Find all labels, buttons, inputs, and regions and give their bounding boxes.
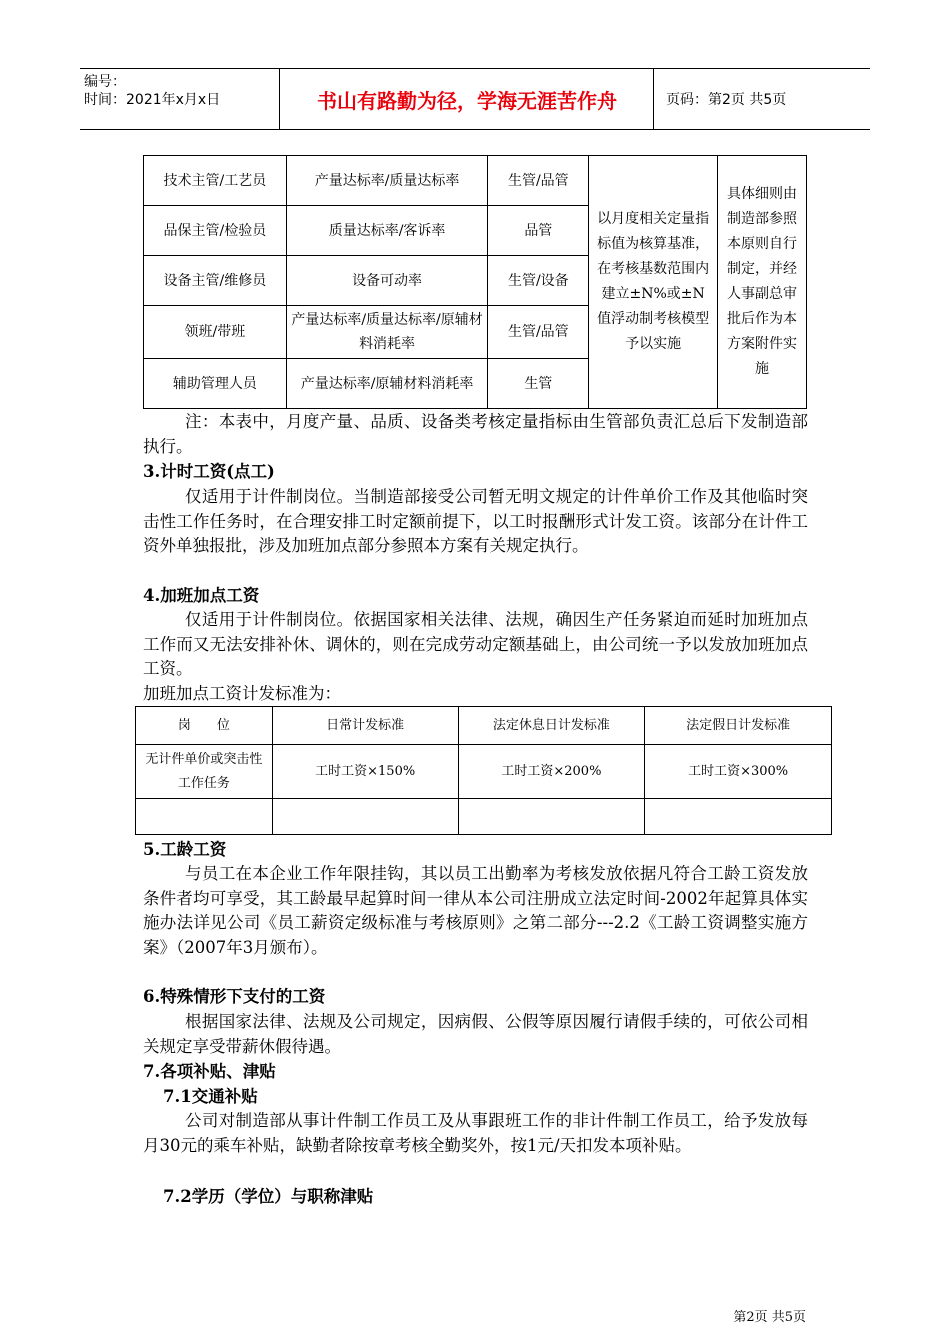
- cell: [136, 799, 273, 835]
- section-5-title: 5.工龄工资: [143, 840, 227, 859]
- section-7-2-title: 7.2学历（学位）与职称津贴: [163, 1187, 374, 1206]
- cell: [645, 799, 832, 835]
- dept-cell: 生管: [488, 359, 589, 409]
- role-cell: 品保主管/检验员: [144, 206, 287, 256]
- section-4-standard-label: 加班加点工资计发标准为：: [143, 684, 341, 703]
- table-note: 注：本表中，月度产量、品质、设备类考核定量指标由生管部负责汇总后下发制造部执行。: [143, 412, 808, 456]
- cell: 工时工资×200%: [458, 745, 645, 799]
- header-page-label: 页码：第2页 共5页: [666, 92, 787, 108]
- cell: [272, 799, 458, 835]
- table-header-row: [136, 707, 832, 745]
- rule-cell: 具体细则由制造部参照本原则自行制定，并经人事副总审批后作为本方案附件实施: [718, 156, 807, 409]
- section-4-title: 4.加班加点工资: [143, 586, 260, 605]
- section-7-1-body: 公司对制造部从事计件制工作员工及从事跟班工作的非计件制工作员工，给予发放每月30元的乘车补贴，缺勤者除按章考核全勤奖外，按1元/天扣发本项补贴。: [143, 1111, 808, 1155]
- section-5-body: 与员工在本企业工作年限挂钩，其以员工出勤率为考核发放依据凡符合工龄工资发放条件者均可享受，其工龄最早起算时间一律从本公司注册成立法定时间-2002年起算具体实施办法详见公司《员工薪资定级标准与考核原则》之第二部分---2.2《工龄工资调整实施方案》（2007年3月颁布）。: [143, 864, 808, 957]
- metric-cell: 产量达标率/质量达标率: [286, 156, 488, 206]
- role-cell: 辅助管理人员: [144, 359, 287, 409]
- header-cell: 日常计发标准: [272, 707, 458, 745]
- dept-cell: 生管/品管: [488, 306, 589, 359]
- cell: [458, 799, 645, 835]
- role-cell: 设备主管/维修员: [144, 256, 287, 306]
- cell: 工时工资×150%: [272, 745, 458, 799]
- cell: 无计件单价或突击性工作任务: [136, 745, 273, 799]
- header-cell: 法定休息日计发标准: [458, 707, 645, 745]
- header-cell: 岗 位: [136, 707, 273, 745]
- section-7-title: 7.各项补贴、津贴: [143, 1062, 276, 1081]
- role-cell: 技术主管/工艺员: [144, 156, 287, 206]
- metric-cell: 产量达标率/质量达标率/原辅材料消耗率: [286, 306, 488, 359]
- dept-cell: 生管/品管: [488, 156, 589, 206]
- dept-cell: 品管: [488, 206, 589, 256]
- page-footer: 第2页 共5页: [733, 1310, 806, 1325]
- header-motto: 书山有路勤为径，学海无涯苦作舟: [281, 69, 654, 129]
- header-cell: 法定假日计发标准: [645, 707, 832, 745]
- section-6-title: 6.特殊情形下支付的工资: [143, 987, 326, 1006]
- doc-number-label: 编号：: [84, 74, 126, 90]
- section-7-1-title: 7.1交通补贴: [163, 1087, 258, 1106]
- cell: 工时工资×300%: [645, 745, 832, 799]
- section-4-body: 仅适用于计件制岗位。依据国家相关法律、法规，确因生产任务紧迫而延时加班加点工作而又无法安排补休、调休的，则在完成劳动定额基础上，由公司统一予以发放加班加点工资。: [143, 610, 808, 678]
- metric-cell: 产量达标率/原辅材料消耗率: [286, 359, 488, 409]
- doc-time-label: 时间：2021年x月x日: [84, 92, 221, 108]
- metric-cell: 设备可动率: [286, 256, 488, 306]
- assessment-table: [143, 155, 807, 409]
- section-3-title: 3.计时工资(点工): [143, 462, 275, 481]
- header-meta: [80, 69, 280, 129]
- page-header: [80, 68, 870, 130]
- role-cell: 领班/带班: [144, 306, 287, 359]
- section-6-body: 根据国家法律、法规及公司规定，因病假、公假等原因履行请假手续的，可依公司相关规定享受带薪休假待遇。: [143, 1012, 808, 1056]
- overtime-table: [135, 706, 832, 835]
- dept-cell: 生管/设备: [488, 256, 589, 306]
- table-row: [136, 745, 832, 799]
- method-cell: 以月度相关定量指标值为核算基准，在考核基数范围内建立±N%或±N值浮动制考核模型予以实施: [589, 156, 718, 409]
- metric-cell: 质量达标率/客诉率: [286, 206, 488, 256]
- table-row: [144, 156, 807, 206]
- section-3-body: 仅适用于计件制岗位。当制造部接受公司暂无明文规定的计件单价工作及其他临时突击性工作任务时，在合理安排工时定额前提下，以工时报酬形式计发工资。该部分在计件工资外单独报批，涉及加班加点部分参照本方案有关规定执行。: [143, 487, 808, 555]
- table-row-empty: [136, 799, 832, 835]
